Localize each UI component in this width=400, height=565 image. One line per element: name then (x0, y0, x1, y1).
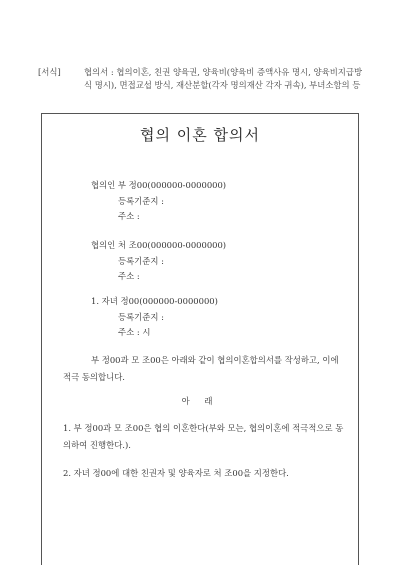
husband-registry: 등록기준지 : (118, 196, 164, 206)
child-address: 주소 : 시 (118, 327, 151, 337)
document-title: 협의 이혼 합의서 (140, 126, 260, 144)
form-tag: [서식] (38, 67, 61, 77)
wife-registry: 등록기준지 : (118, 256, 164, 266)
wife-party-label: 협의인 처 조00(000000-0000000) (91, 240, 227, 250)
husband-address: 주소 : (118, 211, 140, 221)
child-label: 1. 자녀 정00(000000-0000000) (91, 296, 218, 306)
below-heading: 아 래 (181, 396, 219, 406)
wife-address: 주소 : (118, 271, 140, 281)
husband-party-label: 협의인 부 정00(000000-0000000) (91, 180, 227, 190)
form-caption (38, 66, 368, 92)
intro-paragraph: 부 정00과 모 조00은 아래와 같이 협의이혼합의서를 작성하고, 이에 적극 동의합니다. (63, 355, 339, 382)
child-registry: 등록기준지 : (118, 312, 164, 322)
form-description: 협의서 : 협의이혼, 친권 양육권, 양육비(양육비 증액사유 명시, 양육비지급방식 명시), 면접교섭 방식, 재산분할(각자 명의재산 각자 귀속), 부녀소함의 등 (84, 67, 363, 90)
clause-2: 2. 자녀 정00에 대한 친권자 및 양육자로 처 조00을 지정한다. (63, 468, 289, 478)
clause-1: 1. 부 정00과 모 조00은 협의 이혼한다(부와 모는, 협의이혼에 적극적으로 동의하여 진행한다.). (63, 423, 344, 450)
